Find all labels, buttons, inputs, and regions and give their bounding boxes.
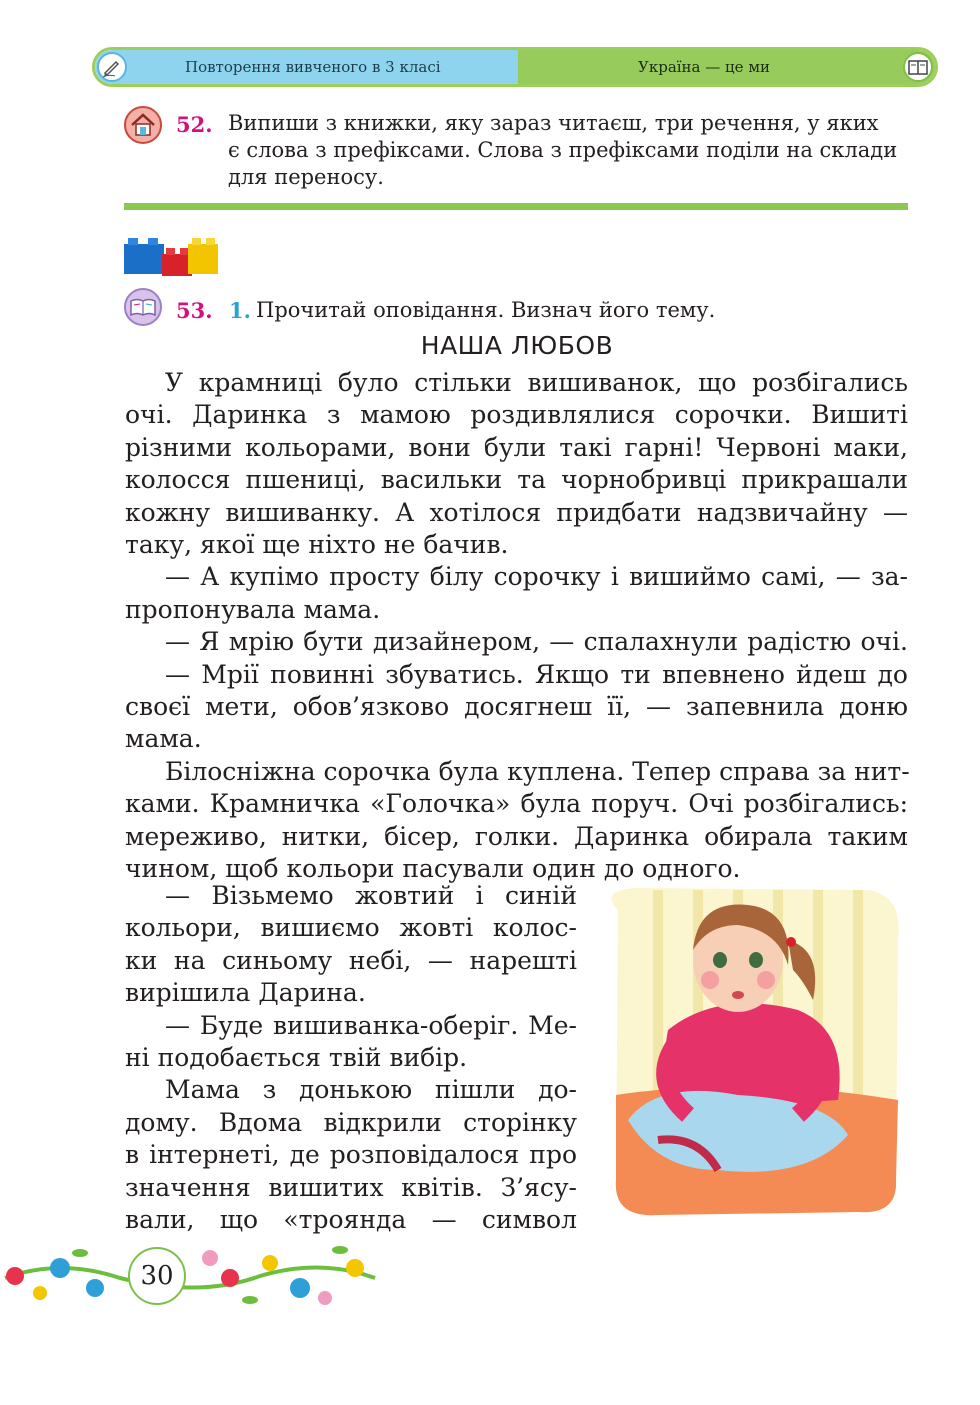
text-line: — Буде вишиванка-оберіг. Ме-	[165, 1010, 577, 1040]
text-line: колосся пшениці, васильки та чорнобривці прикрашали	[125, 465, 908, 495]
text-line: різними кольорами, вони були такі гарні! Червоні маки,	[125, 432, 908, 462]
story-paragraph	[125, 367, 908, 886]
exercise-number: 52.	[176, 112, 213, 137]
text-line: таку, якої ще ніхто не бачив.	[125, 530, 509, 560]
header-right-section	[518, 50, 935, 84]
header-section-title: Повторення вивченого в 3 класі	[185, 58, 441, 76]
section-divider	[124, 203, 908, 210]
house-icon	[124, 106, 162, 144]
open-book-icon	[124, 288, 162, 326]
text-line: кожну вишиванку. А хотілося придбати надзвичайну —	[125, 497, 908, 527]
flower-border	[0, 1238, 380, 1316]
exercise-52-text	[228, 110, 910, 191]
text-line: мама.	[125, 724, 202, 754]
text-line: — Мрії повинні збуватись. Якщо ти впевнено йдеш до	[165, 659, 908, 689]
text-line: вали, що «троянда — символ	[125, 1205, 577, 1235]
text-line: — Візьмемо жовтий і синій	[165, 881, 577, 910]
girl-embroidering-illustration	[598, 880, 910, 1225]
text-line: ки на синьому небі, — нарешті	[125, 945, 577, 975]
pen-icon	[97, 52, 127, 82]
book-icon	[903, 52, 933, 82]
exercise-number: 53.	[176, 298, 213, 323]
page-number: 30	[128, 1247, 186, 1305]
text-line: мереживо, нитки, бісер, голки. Даринка обирала таким	[125, 821, 908, 851]
text-line: — А купімо просту білу сорочку і вишиймо самі, — за-	[165, 562, 908, 592]
text-line: в інтернеті, де розповідалося про	[125, 1140, 577, 1170]
text-line: Мама з донькою пішли до-	[165, 1075, 577, 1105]
building-blocks-icon	[124, 232, 220, 280]
text-line: Випиши з книжки, яку зараз читаєш, три речення, у яких	[228, 111, 879, 135]
text-line: Білосніжна сорочка була куплена. Тепер справа за нит-	[165, 756, 910, 786]
text-line: ками. Крамничка «Голочка» була поруч. Очі розбігались:	[125, 789, 908, 819]
text-line: ні подобається твій вибір.	[125, 1043, 468, 1073]
exercise-53-instruction: Прочитай оповідання. Визнач його тему.	[256, 298, 716, 322]
text-line: У крамниці було стільки вишиванок, що розбігались	[165, 368, 908, 397]
text-line: очі. Даринка з мамою роздивлялися сорочки. Вишиті	[125, 400, 908, 430]
page-header	[92, 47, 938, 87]
text-line: для переносу.	[228, 165, 384, 189]
story-paragraph-narrow	[125, 880, 577, 1236]
story-title: НАША ЛЮБОВ	[420, 331, 614, 360]
sub-task-number: 1.	[229, 298, 251, 323]
text-line: кольори, вишиємо жовті колос-	[125, 913, 577, 943]
text-line: своєї мети, обов’язково досягнеш її, — запевнила доню	[125, 692, 908, 722]
text-line: значення вишитих квітів. З’ясу-	[125, 1172, 577, 1202]
header-left-section	[95, 50, 518, 84]
text-line: дому. Вдома відкрили сторінку	[125, 1107, 577, 1137]
text-line: — Я мрію бути дизайнером, — спалахнули радістю очі.	[165, 627, 908, 657]
text-line: вирішила Дарина.	[125, 978, 366, 1008]
text-line: є слова з префіксами. Слова з префіксами поділи на склади	[228, 138, 898, 162]
text-line: чином, щоб кольори пасували один до одного.	[125, 854, 741, 884]
header-chapter-title: Україна — це ми	[638, 58, 770, 76]
text-line: пропонувала мама.	[125, 594, 381, 624]
